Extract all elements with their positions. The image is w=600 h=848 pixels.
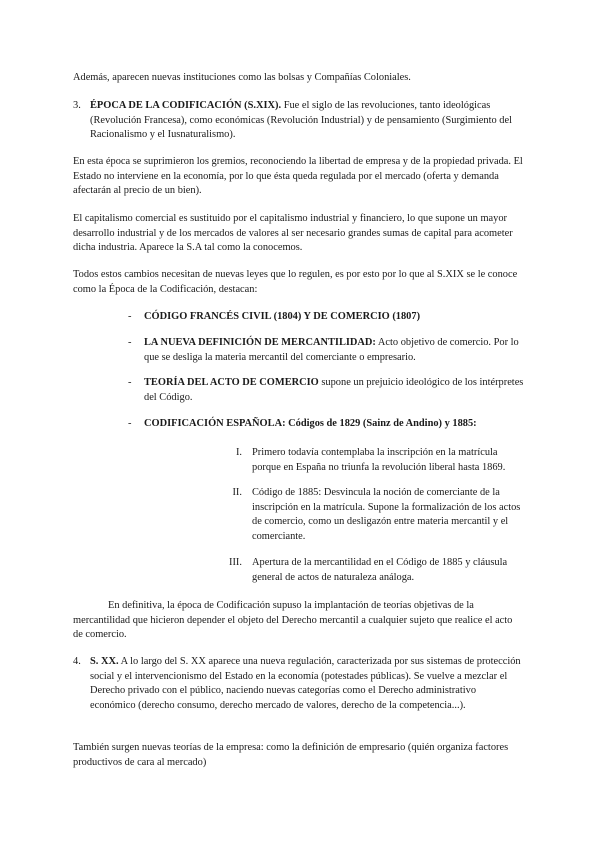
section-text: Fue el siglo de las revoluciones, tanto ideológicas (Revolución Francesa), como económicas (Revolución Industrial) y de pensamiento (Surgimiento del Racionalismo y el Iusnaturalismo). [90, 100, 512, 141]
section-title: ÉPOCA DE LA CODIFICACIÓN (S.XIX). [90, 100, 282, 111]
section-3 [73, 99, 523, 143]
roman-numeral: I. [235, 447, 242, 458]
section-number: 3. [73, 100, 81, 111]
section-4 [73, 655, 523, 713]
bullet-dash: - [128, 418, 132, 429]
roman-list-item: I. Primero todavía contemplaba la inscripción en la matrícula porque en España no triunfa la revolución liberal hasta 1869. [218, 446, 523, 475]
list-item: - CODIFICACIÓN ESPAÑOLA: Códigos de 1829 (Sainz de Andino) y 1885: [128, 417, 528, 432]
paragraph: Todos estos cambios necesitan de nuevas leyes que lo regulen, es por esto por lo que al S.XIX se le conoce como la Época de la Codificación, destacan: [73, 269, 518, 295]
paragraph: El capitalismo comercial es sustituido por el capitalismo industrial y financiero, lo que supone un mayor desarrollo industrial y de los mercados de valores al ser necesario grandes sumas de capital para acometer dicha industria. Aparece la S.A tal como la conocemos. [73, 213, 513, 254]
roman-numeral: III. [229, 557, 242, 568]
section-text: A lo largo del S. XX aparece una nueva regulación, caracterizada por sus sistemas de protección social y el intervencionismo del Estado en la economía (potestades públicas). Se vuelve a mezclar el Derecho privado con el público, naciendo nuevas categorías como el Derecho administrativo económico (derecho consumo, derecho mercado de valores, derecho de la competencia...). [90, 656, 521, 711]
section-number: 4. [73, 656, 81, 667]
bullet-dash: - [128, 311, 132, 322]
section-title: S. XX. [90, 656, 119, 667]
list-item: - TEORÍA DEL ACTO DE COMERCIO supone un prejuicio ideológico de los intérpretes del Código. [128, 377, 524, 403]
list-item: - LA NUEVA DEFINICIÓN DE MERCANTILIDAD: Acto objetivo de comercio. Por lo que se desliga la materia mercantil del comerciante o empresario. [128, 337, 519, 363]
final-paragraph: También surgen nuevas teorías de la empresa: como la definición de empresario (quién organiza factores productivos de cara al mercado) [73, 742, 509, 768]
roman-list-item: II. Código de 1885: Desvincula la noción de comerciante de la inscripción en la matrícula. Supone la formalización de los actos de comercio, como un desligazón entre materia mercantil y el comerciante. [218, 486, 523, 544]
bullet-dash: - [128, 377, 132, 388]
roman-list-item: III. Apertura de la mercantilidad en el Código de 1885 y cláusula general de actos de naturaleza análoga. [218, 556, 523, 585]
roman-numeral: II. [232, 487, 242, 498]
bullet-dash: - [128, 337, 132, 348]
intro-paragraph: Además, aparecen nuevas instituciones como las bolsas y Compañías Coloniales. [73, 72, 411, 83]
list-item: - CÓDIGO FRANCÉS CIVIL (1804) Y DE COMERCIO (1807) [128, 310, 528, 325]
conclusion-paragraph: En definitiva, la época de Codificación supuso la implantación de teorías objetivas de la mercantilidad que hicieron depender el objeto del Derecho mercantil a cualquier sujeto que realice el acto de comercio. [73, 600, 513, 641]
paragraph: En esta época se suprimieron los gremios, reconociendo la libertad de empresa y de la propiedad privada. El Estado no interviene en la economía, por lo que ésta queda regulada por el mercado (oferta y demanda afectarán al precio de un bien). [73, 156, 523, 197]
